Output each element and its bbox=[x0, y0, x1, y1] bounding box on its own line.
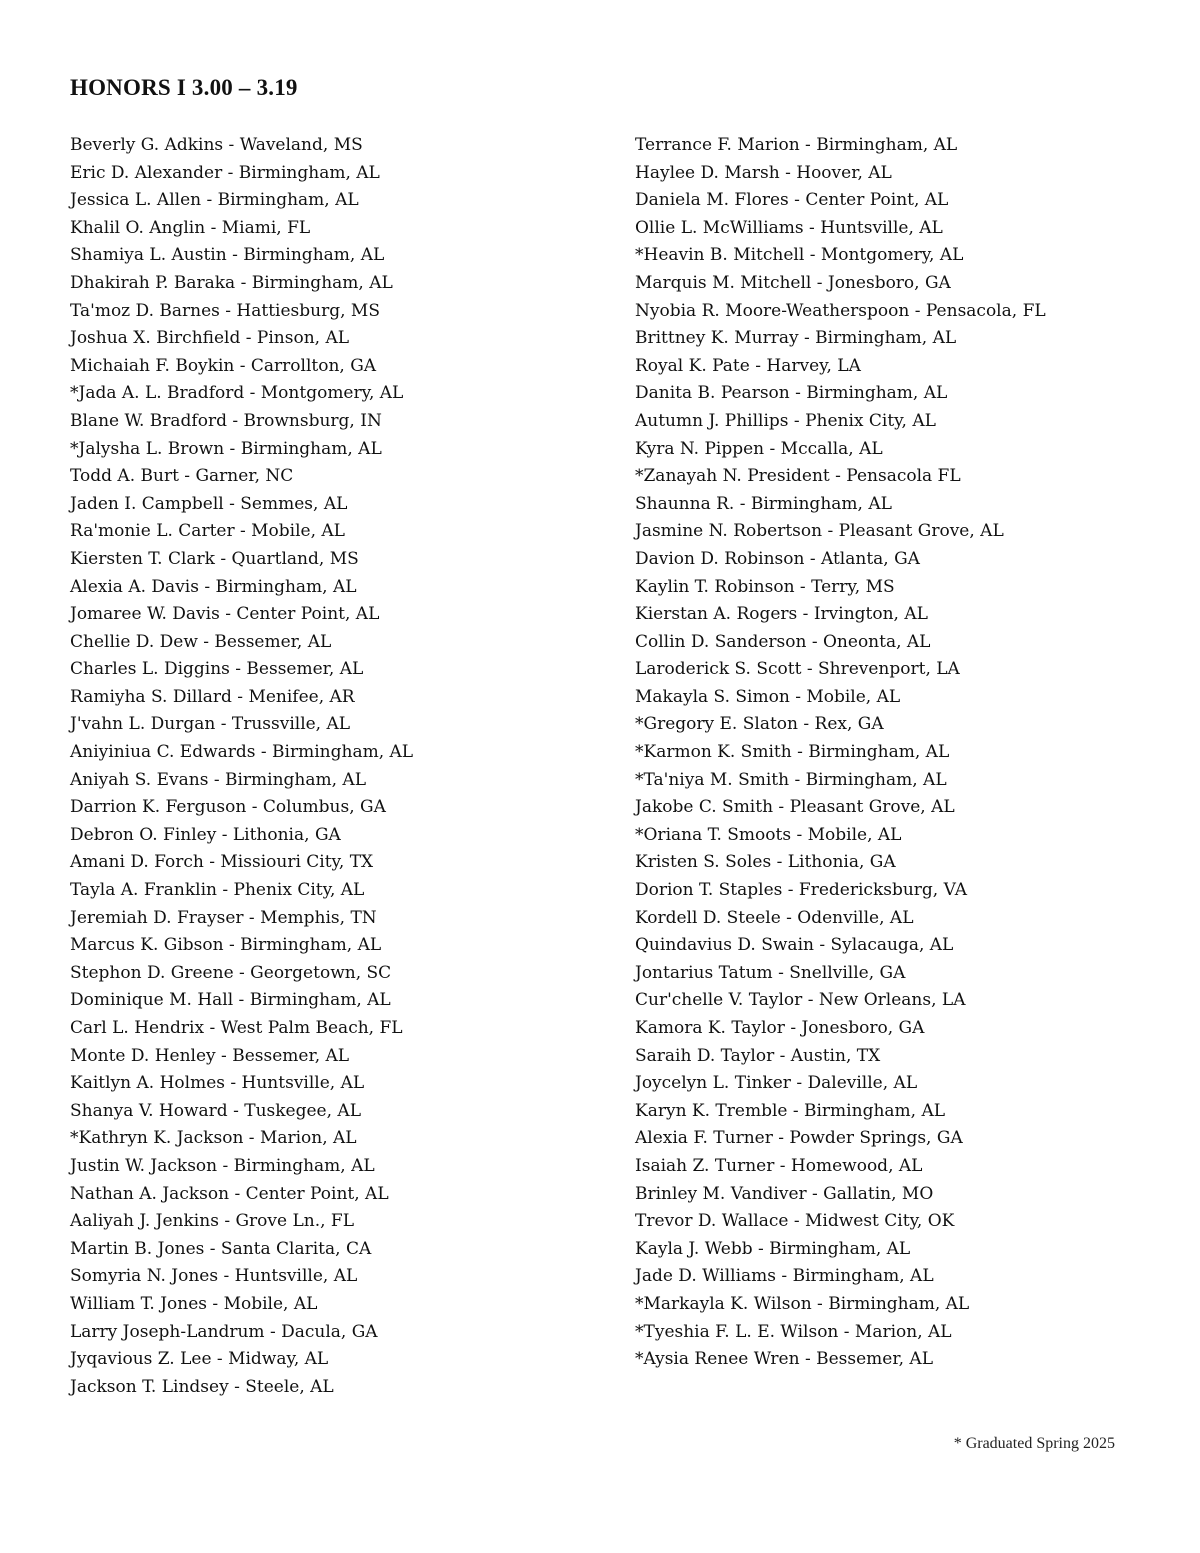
honoree-entry: Marcus K. Gibson - Birmingham, AL bbox=[70, 935, 382, 956]
honoree-entry: *Jalysha L. Brown - Birmingham, AL bbox=[70, 438, 382, 459]
honoree-entry: Kamora K. Taylor - Jonesboro, GA bbox=[635, 1018, 925, 1038]
honoree-entry: Shamiya L. Austin - Birmingham, AL bbox=[70, 245, 385, 266]
honoree-entry: Ta'moz D. Barnes - Hattiesburg, MS bbox=[70, 300, 380, 321]
honoree-entry: *Gregory E. Slaton - Rex, GA bbox=[635, 714, 884, 735]
honoree-entry: Michaiah F. Boykin - Carrollton, GA bbox=[70, 355, 377, 376]
honoree-entry: Danita B. Pearson - Birmingham, AL bbox=[635, 383, 948, 404]
honoree-entry: Quindavius D. Swain - Sylacauga, AL bbox=[635, 935, 954, 956]
honoree-entry: Dorion T. Staples - Fredericksburg, VA bbox=[635, 880, 968, 901]
honoree-entry: Kaylin T. Robinson - Terry, MS bbox=[635, 576, 895, 597]
honoree-entry: Martin B. Jones - Santa Clarita, CA bbox=[70, 1238, 372, 1259]
honoree-entry: Jade D. Williams - Birmingham, AL bbox=[635, 1266, 934, 1287]
honoree-entry: Terrance F. Marion - Birmingham, AL bbox=[635, 135, 958, 155]
honoree-entry: *Markayla K. Wilson - Birmingham, AL bbox=[635, 1293, 970, 1314]
honoree-entry: Debron O. Finley - Lithonia, GA bbox=[70, 824, 341, 845]
honoree-entry: Alexia F. Turner - Powder Springs, GA bbox=[635, 1128, 963, 1149]
honoree-entry: *Karmon K. Smith - Birmingham, AL bbox=[635, 742, 950, 763]
honoree-entry: Darrion K. Ferguson - Columbus, GA bbox=[70, 797, 386, 818]
honoree-entry: Autumn J. Phillips - Phenix City, AL bbox=[635, 410, 936, 431]
honoree-entry: Marquis M. Mitchell - Jonesboro, GA bbox=[635, 272, 951, 293]
honoree-entry: Kaitlyn A. Holmes - Huntsville, AL bbox=[70, 1073, 365, 1094]
honoree-entry: Royal K. Pate - Harvey, LA bbox=[635, 355, 861, 376]
honoree-entry: Ollie L. McWilliams - Huntsville, AL bbox=[635, 217, 943, 238]
honoree-entry: Shaunna R. - Birmingham, AL bbox=[635, 493, 892, 514]
honoree-entry: Eric D. Alexander - Birmingham, AL bbox=[70, 162, 380, 183]
honoree-entry: William T. Jones - Mobile, AL bbox=[70, 1293, 318, 1314]
honoree-entry: Charles L. Diggins - Bessemer, AL bbox=[70, 659, 364, 680]
honoree-entry: Collin D. Sanderson - Oneonta, AL bbox=[635, 631, 931, 652]
honoree-entry: Jontarius Tatum - Snellville, GA bbox=[635, 962, 906, 983]
honoree-list-right bbox=[635, 132, 1155, 1374]
honoree-entry: J'vahn L. Durgan - Trussville, AL bbox=[70, 714, 351, 735]
honoree-entry: Jakobe C. Smith - Pleasant Grove, AL bbox=[635, 797, 955, 818]
honoree-entry: Kierstan A. Rogers - Irvington, AL bbox=[635, 604, 928, 625]
honoree-entry: *Jada A. L. Bradford - Montgomery, AL bbox=[70, 383, 404, 404]
honoree-entry: Ra'monie L. Carter - Mobile, AL bbox=[70, 521, 345, 542]
honoree-entry: Dominique M. Hall - Birmingham, AL bbox=[70, 990, 391, 1011]
honoree-entry: Laroderick S. Scott - Shrevenport, LA bbox=[635, 659, 960, 680]
honoree-entry: Kayla J. Webb - Birmingham, AL bbox=[635, 1238, 911, 1259]
honoree-entry: Trevor D. Wallace - Midwest City, OK bbox=[635, 1211, 955, 1232]
honoree-entry: Kyra N. Pippen - Mccalla, AL bbox=[635, 438, 883, 459]
honoree-entry: Cur'chelle V. Taylor - New Orleans, LA bbox=[635, 990, 966, 1011]
honoree-entry: Amani D. Forch - Missiouri City, TX bbox=[70, 852, 374, 873]
honoree-entry: Justin W. Jackson - Birmingham, AL bbox=[70, 1155, 375, 1176]
honoree-entry: Aniyah S. Evans - Birmingham, AL bbox=[70, 769, 366, 790]
honoree-entry: Karyn K. Tremble - Birmingham, AL bbox=[635, 1100, 946, 1121]
honoree-entry: Makayla S. Simon - Mobile, AL bbox=[635, 686, 901, 707]
honoree-entry: Kiersten T. Clark - Quartland, MS bbox=[70, 548, 359, 569]
honoree-entry: Jomaree W. Davis - Center Point, AL bbox=[70, 604, 380, 625]
honoree-entry: Aniyiniua C. Edwards - Birmingham, AL bbox=[70, 742, 414, 763]
honoree-list-left bbox=[70, 132, 590, 1401]
honoree-entry: *Heavin B. Mitchell - Montgomery, AL bbox=[635, 245, 964, 266]
graduation-footnote: * Graduated Spring 2025 bbox=[953, 1435, 1115, 1452]
honoree-entry: Alexia A. Davis - Birmingham, AL bbox=[70, 576, 357, 597]
honoree-entry: Haylee D. Marsh - Hoover, AL bbox=[635, 162, 892, 183]
honoree-entry: Shanya V. Howard - Tuskegee, AL bbox=[70, 1100, 361, 1121]
honoree-entry: *Zanayah N. President - Pensacola FL bbox=[635, 466, 961, 487]
honoree-entry: Somyria N. Jones - Huntsville, AL bbox=[70, 1266, 358, 1287]
honoree-entry: Aaliyah J. Jenkins - Grove Ln., FL bbox=[70, 1211, 355, 1232]
honoree-entry: *Tyeshia F. L. E. Wilson - Marion, AL bbox=[635, 1321, 952, 1342]
honoree-entry: *Kathryn K. Jackson - Marion, AL bbox=[70, 1128, 357, 1149]
honoree-entry: Chellie D. Dew - Bessemer, AL bbox=[70, 631, 332, 652]
honoree-entry: Kordell D. Steele - Odenville, AL bbox=[635, 907, 914, 928]
honoree-entry: Larry Joseph-Landrum - Dacula, GA bbox=[70, 1321, 378, 1342]
honoree-entry: Saraih D. Taylor - Austin, TX bbox=[635, 1045, 881, 1066]
honoree-entry: Kristen S. Soles - Lithonia, GA bbox=[635, 852, 896, 873]
honoree-entry: Jessica L. Allen - Birmingham, AL bbox=[70, 190, 359, 211]
honoree-entry: Jasmine N. Robertson - Pleasant Grove, AL bbox=[635, 521, 1004, 542]
honoree-entry: Davion D. Robinson - Atlanta, GA bbox=[635, 548, 920, 569]
honoree-entry: Tayla A. Franklin - Phenix City, AL bbox=[70, 880, 365, 901]
page-title: HONORS I 3.00 – 3.19 bbox=[70, 75, 298, 100]
honoree-entry: Joshua X. Birchfield - Pinson, AL bbox=[70, 328, 350, 349]
honoree-entry: Nathan A. Jackson - Center Point, AL bbox=[70, 1183, 389, 1204]
honoree-entry: Monte D. Henley - Bessemer, AL bbox=[70, 1045, 350, 1066]
honoree-entry: *Aysia Renee Wren - Bessemer, AL bbox=[635, 1349, 933, 1370]
honoree-entry: Nyobia R. Moore-Weatherspoon - Pensacola, FL bbox=[635, 300, 1046, 321]
honoree-entry: Jackson T. Lindsey - Steele, AL bbox=[70, 1376, 334, 1397]
honoree-entry: Jaden I. Campbell - Semmes, AL bbox=[70, 493, 348, 514]
honoree-entry: Jeremiah D. Frayser - Memphis, TN bbox=[70, 907, 377, 928]
honoree-entry: Todd A. Burt - Garner, NC bbox=[70, 466, 294, 487]
honoree-entry: Ramiyha S. Dillard - Menifee, AR bbox=[70, 686, 355, 707]
honoree-entry: Stephon D. Greene - Georgetown, SC bbox=[70, 962, 392, 983]
honoree-entry: Isaiah Z. Turner - Homewood, AL bbox=[635, 1155, 923, 1176]
honoree-entry: Jyqavious Z. Lee - Midway, AL bbox=[70, 1349, 329, 1370]
honoree-entry: Joycelyn L. Tinker - Daleville, AL bbox=[635, 1073, 918, 1094]
honoree-entry: Beverly G. Adkins - Waveland, MS bbox=[70, 135, 363, 155]
honoree-entry: Carl L. Hendrix - West Palm Beach, FL bbox=[70, 1018, 403, 1038]
honoree-entry: Daniela M. Flores - Center Point, AL bbox=[635, 190, 949, 211]
honoree-entry: Blane W. Bradford - Brownsburg, IN bbox=[70, 410, 382, 431]
honoree-entry: Khalil O. Anglin - Miami, FL bbox=[70, 217, 311, 238]
honoree-entry: *Ta'niya M. Smith - Birmingham, AL bbox=[635, 769, 947, 790]
honoree-entry: Brinley M. Vandiver - Gallatin, MO bbox=[635, 1183, 934, 1204]
honoree-entry: Dhakirah P. Baraka - Birmingham, AL bbox=[70, 272, 393, 293]
honoree-entry: *Oriana T. Smoots - Mobile, AL bbox=[635, 824, 902, 845]
honoree-entry: Brittney K. Murray - Birmingham, AL bbox=[635, 328, 957, 349]
